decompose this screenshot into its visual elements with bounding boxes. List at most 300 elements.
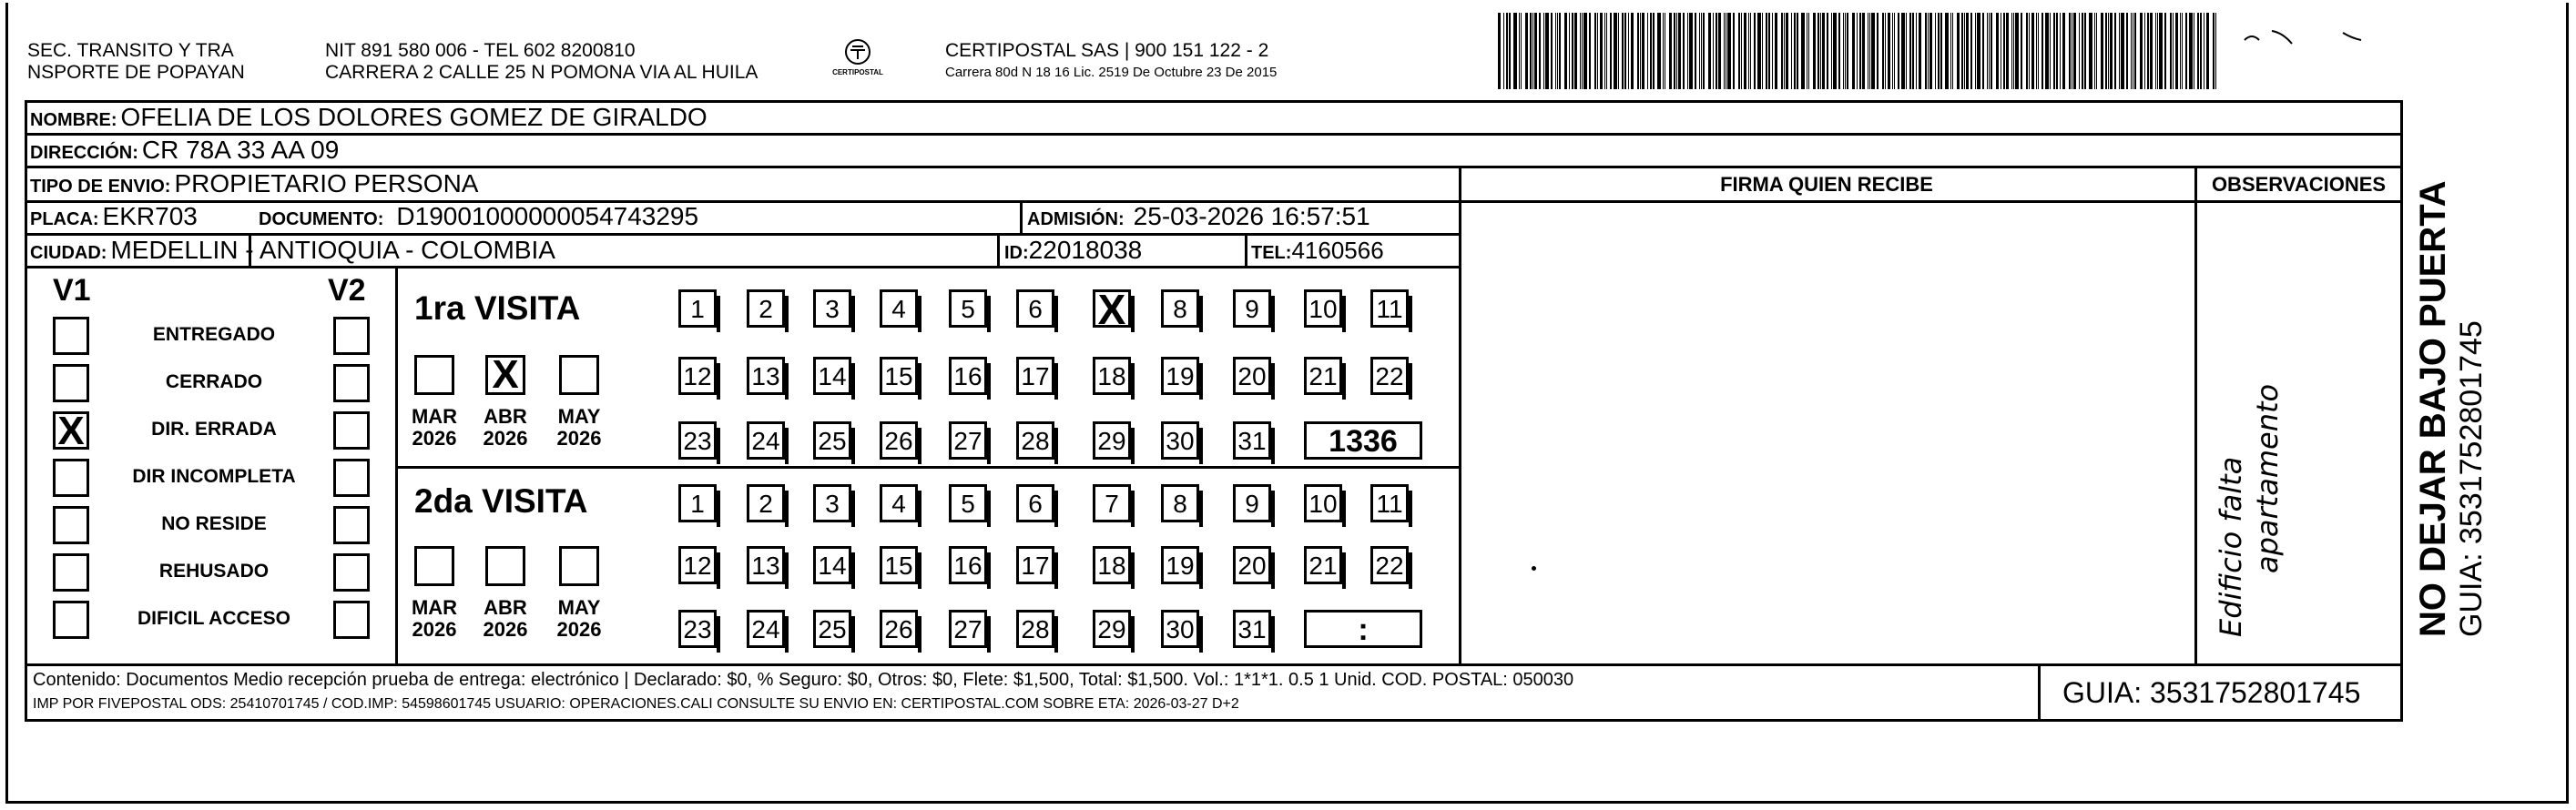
barcode-bar bbox=[2101, 13, 2103, 89]
sender-contact bbox=[325, 40, 758, 84]
direccion-label: DIRECCIÓN: bbox=[30, 143, 138, 163]
day-box[interactable] bbox=[747, 421, 785, 460]
v1-checkbox[interactable] bbox=[53, 553, 89, 592]
day-box[interactable] bbox=[1161, 610, 1199, 648]
day-number: 10 bbox=[1308, 490, 1338, 518]
day-box[interactable] bbox=[678, 357, 717, 395]
barcode-bar bbox=[1678, 13, 1681, 89]
barcode-bar bbox=[1808, 13, 1809, 89]
documento-label: DOCUMENTO: bbox=[259, 209, 384, 229]
signature-dot bbox=[1532, 566, 1536, 571]
ciudad-label: CIUDAD: bbox=[30, 243, 107, 263]
day-number: 30 bbox=[1166, 615, 1195, 643]
barcode-bar bbox=[1901, 13, 1905, 89]
day-box[interactable] bbox=[1304, 289, 1342, 328]
day-number: 6 bbox=[1028, 295, 1043, 323]
day-number: 11 bbox=[1376, 295, 1403, 323]
day-number: 13 bbox=[751, 552, 780, 580]
observaciones-note bbox=[2213, 255, 2286, 637]
barcode-bar bbox=[1532, 13, 1533, 89]
day-box[interactable] bbox=[1161, 421, 1199, 460]
barcode-bar bbox=[1843, 13, 1844, 89]
day-number: 15 bbox=[884, 552, 913, 580]
barcode-bar bbox=[2079, 13, 2080, 89]
day-box[interactable] bbox=[1233, 484, 1271, 522]
barcode-bar bbox=[1831, 13, 1832, 89]
barcode-bar bbox=[1695, 13, 1696, 89]
day-box[interactable] bbox=[1093, 421, 1131, 460]
barcode-bar bbox=[1622, 13, 1624, 89]
barcode-bar bbox=[1589, 13, 1591, 89]
barcode-bar bbox=[2053, 13, 2055, 89]
day-box[interactable] bbox=[1233, 546, 1271, 584]
barcode-bar bbox=[1762, 13, 1763, 89]
side-text bbox=[2413, 91, 2489, 637]
day-box[interactable] bbox=[1016, 421, 1054, 460]
barcode-bar bbox=[2011, 13, 2012, 89]
day-box[interactable] bbox=[1093, 357, 1131, 395]
day-number: 18 bbox=[1097, 552, 1126, 580]
firma-header: FIRMA QUIEN RECIBE bbox=[1720, 173, 1933, 196]
day-box[interactable] bbox=[678, 484, 717, 522]
footer-line-2: IMP POR FIVEPOSTAL ODS: 25410701745 / COD.IMP: 54598601745 USUARIO: OPERACIONES.CALI CONSULTE SU ENVIO EN: CERTIPOSTAL.COM SOBRE ETA: 2026-03-27 D+2 bbox=[33, 696, 1239, 712]
day-box[interactable] bbox=[813, 421, 851, 460]
nombre-value: OFELIA DE LOS DOLORES GOMEZ DE GIRALDO bbox=[120, 103, 708, 131]
barcode-bar bbox=[2006, 13, 2009, 89]
barcode-bar bbox=[2026, 13, 2028, 89]
license-line: Carrera 80d N 18 16 Lic. 2519 De Octubre 23 De 2015 bbox=[945, 65, 1278, 80]
month-name: MAR bbox=[411, 596, 458, 619]
barcode-bar bbox=[2175, 13, 2178, 89]
barcode-bar bbox=[2170, 13, 2172, 89]
barcode-bar bbox=[2041, 13, 2043, 89]
barcode-bar bbox=[1551, 13, 1553, 89]
barcode-bar bbox=[2150, 13, 2153, 89]
day-box[interactable] bbox=[1233, 610, 1271, 648]
barcode-bar bbox=[1838, 13, 1840, 89]
day-box[interactable] bbox=[1370, 546, 1409, 584]
barcode-bar bbox=[1687, 13, 1688, 89]
barcode-bar bbox=[1892, 13, 1893, 89]
barcode-bar bbox=[1952, 13, 1953, 89]
barcode-bar bbox=[2121, 13, 2124, 89]
day-box[interactable] bbox=[1161, 357, 1199, 395]
tel-row bbox=[1251, 235, 1384, 268]
day-number: 15 bbox=[884, 362, 913, 390]
barcode-bar bbox=[1539, 13, 1541, 89]
day-box[interactable] bbox=[949, 357, 987, 395]
ciudad-row bbox=[30, 235, 555, 268]
barcode-bar bbox=[1594, 13, 1596, 89]
footer-guia: GUIA: 3531752801745 bbox=[2062, 676, 2361, 709]
documento-row bbox=[259, 201, 698, 235]
day-box[interactable] bbox=[1370, 357, 1409, 395]
day-box[interactable] bbox=[880, 289, 918, 328]
day-number: 3 bbox=[825, 490, 840, 518]
barcode-bar bbox=[1509, 13, 1511, 89]
barcode-bar bbox=[1513, 13, 1517, 89]
barcode-bar bbox=[2096, 13, 2097, 89]
v1-checkbox[interactable] bbox=[53, 364, 89, 402]
day-number: 2 bbox=[759, 490, 773, 518]
barcode-bar bbox=[2155, 13, 2156, 89]
barcode-bar bbox=[1857, 13, 1858, 89]
day-box[interactable] bbox=[1016, 546, 1054, 584]
v1-checkbox[interactable] bbox=[53, 409, 89, 453]
day-box[interactable] bbox=[880, 484, 918, 522]
day-box[interactable] bbox=[1016, 357, 1054, 395]
barcode-bar bbox=[2045, 13, 2049, 89]
barcode-bar bbox=[1614, 13, 1617, 89]
barcode-bar bbox=[2206, 13, 2209, 89]
barcode-bar bbox=[2197, 13, 2199, 89]
day-box[interactable] bbox=[880, 610, 918, 648]
day-number: 19 bbox=[1166, 552, 1195, 580]
day-number: 13 bbox=[751, 362, 780, 390]
day-number: 26 bbox=[884, 615, 913, 643]
day-number: 23 bbox=[683, 427, 712, 455]
day-box[interactable] bbox=[747, 610, 785, 648]
day-number: 31 bbox=[1237, 427, 1267, 455]
barcode-bar bbox=[2110, 13, 2113, 89]
day-box[interactable] bbox=[813, 546, 851, 584]
day-box[interactable] bbox=[1016, 484, 1054, 522]
barcode-bar bbox=[2185, 13, 2187, 89]
barcode-bar bbox=[2062, 13, 2065, 89]
day-box[interactable] bbox=[949, 546, 987, 584]
month-checkbox-abr[interactable] bbox=[485, 352, 525, 397]
barcode-bar bbox=[2180, 13, 2181, 89]
barcode-bar bbox=[1961, 13, 1963, 89]
day-box[interactable] bbox=[1093, 546, 1131, 584]
day-box[interactable] bbox=[1093, 610, 1131, 648]
barcode-bar bbox=[1708, 13, 1711, 89]
day-box[interactable] bbox=[880, 546, 918, 584]
v2-checkbox[interactable] bbox=[333, 364, 370, 402]
barcode-bar bbox=[2213, 13, 2215, 89]
day-box[interactable] bbox=[949, 421, 987, 460]
day-box[interactable] bbox=[1093, 286, 1131, 333]
day-number: 12 bbox=[683, 552, 712, 580]
barcode-bar bbox=[1689, 13, 1693, 89]
day-box[interactable] bbox=[813, 484, 851, 522]
barcode-bar bbox=[1676, 13, 1677, 89]
barcode-bar bbox=[1750, 13, 1751, 89]
visit1-title: 1ra VISITA bbox=[414, 289, 581, 327]
v2-checkbox[interactable] bbox=[333, 317, 370, 355]
day-number: 20 bbox=[1237, 552, 1267, 580]
v2-checkbox[interactable] bbox=[333, 601, 370, 639]
barcode-bar bbox=[1597, 13, 1598, 89]
day-number: 5 bbox=[961, 490, 975, 518]
barcode-bar bbox=[1624, 13, 1626, 89]
day-number: 17 bbox=[1021, 362, 1050, 390]
v2-checkbox[interactable] bbox=[333, 411, 370, 450]
month-label bbox=[398, 406, 471, 450]
barcode-bar bbox=[2015, 13, 2019, 89]
barcode-bar bbox=[2094, 13, 2095, 89]
barcode-bar bbox=[1991, 13, 1992, 89]
admision-label: ADMISIÓN: bbox=[1027, 209, 1125, 229]
month-checkbox-abr[interactable] bbox=[485, 546, 525, 586]
barcode-bar bbox=[1555, 13, 1556, 89]
day-box[interactable] bbox=[1161, 484, 1199, 522]
day-box[interactable] bbox=[1016, 610, 1054, 648]
month-name: ABR bbox=[484, 596, 527, 619]
barcode-bar bbox=[1977, 13, 1980, 89]
barcode-bar bbox=[2140, 13, 2143, 89]
certipostal-logo bbox=[830, 38, 885, 76]
barcode-bar bbox=[2144, 13, 2145, 89]
status-label: DIR INCOMPLETA bbox=[132, 466, 296, 487]
day-number: 29 bbox=[1097, 615, 1126, 643]
day-box[interactable] bbox=[1370, 289, 1409, 328]
barcode-bar bbox=[1768, 13, 1770, 89]
scribble-icon bbox=[2235, 16, 2372, 53]
placa-label: PLACA: bbox=[30, 209, 99, 229]
month-checkbox-may[interactable] bbox=[559, 355, 599, 395]
day-number: 4 bbox=[891, 490, 906, 518]
v1-checkbox[interactable] bbox=[53, 317, 89, 355]
day-number: 28 bbox=[1021, 427, 1050, 455]
visit-time: 1336 bbox=[1329, 424, 1398, 459]
direccion-row bbox=[30, 135, 339, 168]
barcode-bar bbox=[1650, 13, 1652, 89]
day-box[interactable] bbox=[1161, 289, 1199, 328]
visit2-title: 2da VISITA bbox=[414, 482, 588, 520]
barcode-bar bbox=[1580, 13, 1581, 89]
barcode-bar bbox=[2021, 13, 2022, 89]
barcode-bar bbox=[1545, 13, 1549, 89]
day-number: 19 bbox=[1166, 362, 1195, 390]
barcode-bar bbox=[2173, 13, 2174, 89]
day-number: 30 bbox=[1166, 427, 1195, 455]
day-box[interactable] bbox=[1304, 484, 1342, 522]
status-label: DIR. ERRADA bbox=[151, 419, 277, 440]
day-number: 16 bbox=[953, 362, 983, 390]
month-checkbox-may[interactable] bbox=[559, 546, 599, 586]
barcode-bar bbox=[2029, 13, 2030, 89]
ciudad-value: MEDELLIN - ANTIOQUIA - COLOMBIA bbox=[110, 236, 555, 264]
barcode-bar bbox=[1559, 13, 1561, 89]
status-label: DIFICIL ACCESO bbox=[137, 608, 290, 629]
placa-value: EKR703 bbox=[102, 202, 198, 230]
day-number: 24 bbox=[751, 615, 780, 643]
visit-time-box[interactable] bbox=[1304, 610, 1422, 648]
footer-line-1: Contenido: Documentos Medio recepción prueba de entrega: electrónico | Declarado: $0, % Seguro: $0, Otros: $0, Flete: $1,500, Total: $1,500. Vol.: 1*1*1. 0.5 1 Unid. COD. POSTAL: 050030 bbox=[33, 670, 1574, 690]
day-box[interactable] bbox=[813, 357, 851, 395]
v1-checkbox[interactable] bbox=[53, 506, 89, 544]
barcode-bar bbox=[1628, 13, 1629, 89]
day-number: 3 bbox=[825, 295, 840, 323]
status-label: ENTREGADO bbox=[152, 324, 276, 345]
tipo-label: TIPO DE ENVIO: bbox=[30, 177, 171, 197]
day-number: 17 bbox=[1021, 552, 1050, 580]
barcode-bar bbox=[1582, 13, 1583, 89]
barcode-bar bbox=[1727, 13, 1731, 89]
barcode-bar bbox=[2189, 13, 2193, 89]
day-box[interactable] bbox=[1304, 546, 1342, 584]
side-guia: GUIA: 3531752801745 bbox=[2454, 320, 2489, 637]
barcode-bar bbox=[1754, 13, 1756, 89]
month-name: MAY bbox=[557, 405, 601, 428]
barcode-bar bbox=[1604, 13, 1605, 89]
day-box[interactable] bbox=[1233, 289, 1271, 328]
barcode-bar bbox=[1916, 13, 1917, 89]
day-box[interactable] bbox=[747, 357, 785, 395]
day-box[interactable] bbox=[747, 546, 785, 584]
day-number: 1 bbox=[690, 295, 705, 323]
day-box[interactable] bbox=[1233, 357, 1271, 395]
barcode-bar bbox=[2105, 13, 2107, 89]
barcode-bar bbox=[1610, 13, 1612, 89]
barcode-bar bbox=[1569, 13, 1570, 89]
day-number: 25 bbox=[818, 427, 847, 455]
day-box[interactable] bbox=[1304, 357, 1342, 395]
barcode-bar bbox=[1574, 13, 1577, 89]
v2-checkbox[interactable] bbox=[333, 459, 370, 497]
day-box[interactable] bbox=[1161, 546, 1199, 584]
day-box[interactable] bbox=[678, 546, 717, 584]
day-box[interactable] bbox=[813, 610, 851, 648]
barcode-bar bbox=[1957, 13, 1960, 89]
id-label: ID: bbox=[1004, 243, 1029, 263]
barcode-bar bbox=[2126, 13, 2128, 89]
barcode-bar bbox=[1929, 13, 1932, 89]
barcode-bar bbox=[1964, 13, 1965, 89]
day-number: 25 bbox=[818, 615, 847, 643]
barcode-bar bbox=[1519, 13, 1520, 89]
v2-checkbox[interactable] bbox=[333, 553, 370, 592]
month-year: 2026 bbox=[556, 618, 602, 641]
barcode-bar bbox=[1701, 13, 1702, 89]
barcode-bar bbox=[2036, 13, 2037, 89]
barcode-bar bbox=[2159, 13, 2163, 89]
v1-checkbox[interactable] bbox=[53, 459, 89, 497]
day-box[interactable] bbox=[949, 610, 987, 648]
day-number: 16 bbox=[953, 552, 983, 580]
barcode-bar bbox=[1600, 13, 1603, 89]
barcode-bar bbox=[1791, 13, 1792, 89]
day-number: 14 bbox=[818, 552, 847, 580]
v2-header: V2 bbox=[328, 273, 366, 308]
barcode-bar bbox=[1813, 13, 1816, 89]
barcode-bar bbox=[1877, 13, 1879, 89]
barcode-bar bbox=[1718, 13, 1721, 89]
nit-line: NIT 891 580 006 - TEL 602 8200810 bbox=[325, 40, 636, 61]
barcode-bar bbox=[2114, 13, 2116, 89]
day-box[interactable] bbox=[678, 610, 717, 648]
day-number: 8 bbox=[1173, 295, 1187, 323]
admision-value: 25-03-2026 16:57:51 bbox=[1133, 202, 1370, 230]
barcode-bar bbox=[1950, 13, 1951, 89]
day-box[interactable] bbox=[813, 289, 851, 328]
barcode-bar bbox=[1618, 13, 1619, 89]
month-year: 2026 bbox=[412, 618, 457, 641]
day-box[interactable] bbox=[880, 357, 918, 395]
barcode-bar bbox=[1744, 13, 1746, 89]
tipo-row bbox=[30, 168, 478, 202]
barcode-bar bbox=[1938, 13, 1940, 89]
barcode-bar bbox=[2003, 13, 2005, 89]
day-box[interactable] bbox=[678, 289, 717, 328]
nombre-row bbox=[30, 102, 708, 136]
v1-checkbox[interactable] bbox=[53, 601, 89, 639]
barcode-bar bbox=[2164, 13, 2166, 89]
day-number: 11 bbox=[1376, 490, 1403, 518]
barcode-bar bbox=[1827, 13, 1828, 89]
day-box[interactable] bbox=[1093, 484, 1131, 522]
barcode-bar bbox=[1631, 13, 1634, 89]
documento-value: D19001000000054743295 bbox=[396, 202, 699, 230]
day-number: 26 bbox=[884, 427, 913, 455]
barcode-bar bbox=[1583, 13, 1587, 89]
barcode-bar bbox=[2157, 13, 2158, 89]
day-box[interactable] bbox=[1016, 289, 1054, 328]
day-number: 6 bbox=[1028, 490, 1043, 518]
barcode-bar bbox=[1820, 13, 1821, 89]
address-line: CARRERA 2 CALLE 25 N POMONA VIA AL HUILA bbox=[325, 62, 759, 83]
barcode-bar bbox=[1775, 13, 1777, 89]
tipo-value: PROPIETARIO PERSONA bbox=[174, 169, 479, 197]
barcode-bar bbox=[1885, 13, 1886, 89]
barcode-bar bbox=[1525, 13, 1528, 89]
barcode-bar bbox=[2147, 13, 2149, 89]
day-box[interactable] bbox=[678, 421, 717, 460]
day-box[interactable] bbox=[949, 484, 987, 522]
sender-line-1: SEC. TRANSITO Y TRA bbox=[27, 40, 234, 61]
day-number: 22 bbox=[1375, 362, 1404, 390]
barcode-bar bbox=[1503, 13, 1504, 89]
month-year: 2026 bbox=[483, 618, 528, 641]
day-box[interactable] bbox=[747, 484, 785, 522]
barcode-bar bbox=[1989, 13, 1990, 89]
day-box[interactable] bbox=[1370, 484, 1409, 522]
day-box[interactable] bbox=[1233, 421, 1271, 460]
v2-checkbox[interactable] bbox=[333, 506, 370, 544]
barcode-bar bbox=[1647, 13, 1648, 89]
barcode-bar bbox=[1748, 13, 1749, 89]
barcode-bar bbox=[1975, 13, 1976, 89]
day-box[interactable] bbox=[949, 289, 987, 328]
barcode-bar bbox=[1781, 13, 1783, 89]
barcode-bar bbox=[1642, 13, 1644, 89]
barcode-bar bbox=[1699, 13, 1700, 89]
barcode-bar bbox=[1894, 13, 1895, 89]
visit-time-box[interactable] bbox=[1304, 421, 1422, 460]
x-mark-icon: X bbox=[1097, 286, 1126, 333]
barcode-bar bbox=[1797, 13, 1798, 89]
observaciones-header: OBSERVACIONES bbox=[2211, 173, 2387, 196]
barcode-bar bbox=[1982, 13, 1984, 89]
month-checkbox-mar[interactable] bbox=[414, 546, 454, 586]
day-box[interactable] bbox=[747, 289, 785, 328]
barcode-bar bbox=[1909, 13, 1911, 89]
month-checkbox-mar[interactable] bbox=[414, 355, 454, 395]
barcode-bar bbox=[2182, 13, 2183, 89]
day-box[interactable] bbox=[880, 421, 918, 460]
month-name: MAR bbox=[411, 405, 458, 428]
barcode-bar bbox=[1817, 13, 1819, 89]
barcode-bar bbox=[1741, 13, 1742, 89]
tel-value: 4160566 bbox=[1291, 237, 1384, 264]
barcode-bar bbox=[1869, 13, 1870, 89]
barcode-bar bbox=[2050, 13, 2051, 89]
barcode-bar bbox=[1871, 13, 1875, 89]
barcode-bar bbox=[1757, 13, 1761, 89]
day-number: 9 bbox=[1245, 295, 1259, 323]
barcode-bar bbox=[1498, 13, 1501, 89]
